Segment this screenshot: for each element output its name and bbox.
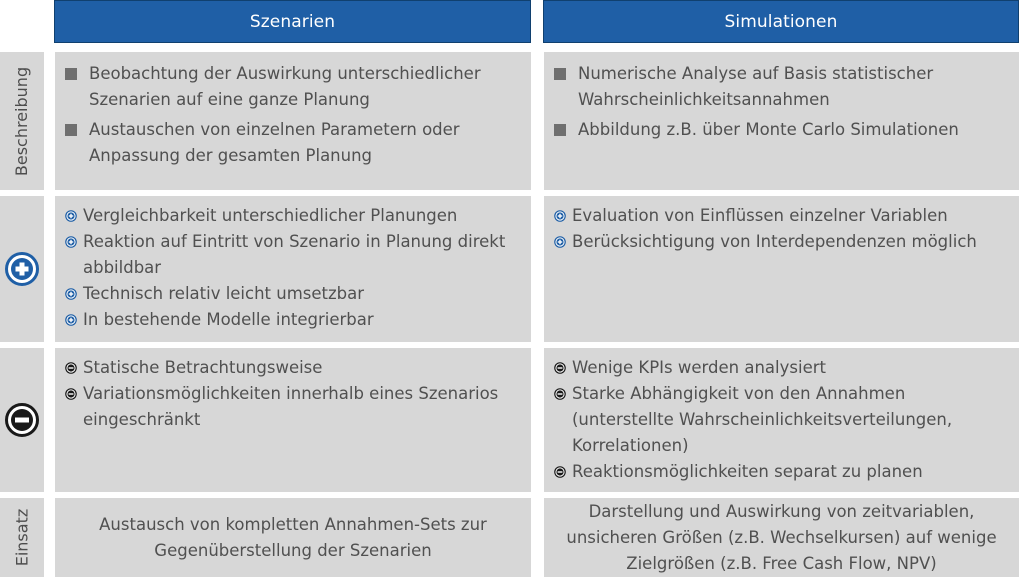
einsatz-label: Einsatz — [12, 508, 32, 567]
list-item: Beobachtung der Auswirkung unterschiedlicher Szenarien auf eine ganze Planung — [65, 61, 521, 113]
row-label-beschreibung — [0, 52, 44, 190]
minus-bullet-icon — [554, 466, 566, 478]
list-item: Statische Betrachtungsweise — [65, 355, 521, 381]
list-item: Berücksichtigung von Interdependenzen möglich — [554, 229, 1009, 255]
header-simulationen — [543, 0, 1019, 43]
list-item: Technisch relativ leicht umsetzbar — [65, 281, 521, 307]
einsatz-szenarien-cell: Austausch von kompletten Annahmen-Sets zur Gegenüberstellung der Szenarien — [55, 498, 531, 577]
row-label-nachteile — [0, 348, 44, 492]
row-label-einsatz — [0, 498, 44, 577]
list-item: In bestehende Modelle integrierbar — [65, 307, 521, 333]
vorteile-simulationen-cell — [544, 196, 1019, 342]
minus-bullet-icon — [65, 362, 77, 374]
list-item: Reaktionsmöglichkeiten separat zu planen — [554, 459, 1009, 485]
header-szenarien — [54, 0, 531, 43]
list-item: Evaluation von Einflüssen einzelner Variablen — [554, 203, 1009, 229]
square-bullet-icon — [65, 68, 77, 80]
minus-bullet-icon — [554, 388, 566, 400]
list-item: Vergleichbarkeit unterschiedlicher Planungen — [65, 203, 521, 229]
plus-bullet-icon — [65, 288, 77, 300]
plus-bullet-icon — [65, 314, 77, 326]
plus-bullet-icon — [65, 210, 77, 222]
beschreibung-simulationen-cell — [544, 52, 1019, 190]
plus-circle-icon — [4, 251, 40, 287]
minus-circle-icon — [4, 402, 40, 438]
header-simulationen-label: Simulationen — [724, 11, 838, 32]
list-item: Variationsmöglichkeiten innerhalb eines Szenarios eingeschränkt — [65, 381, 521, 433]
minus-bullet-icon — [65, 388, 77, 400]
row-label-vorteile — [0, 196, 44, 342]
square-bullet-icon — [65, 124, 77, 136]
plus-bullet-icon — [554, 236, 566, 248]
beschreibung-label: Beschreibung — [12, 66, 32, 176]
plus-bullet-icon — [554, 210, 566, 222]
vorteile-szenarien-cell — [55, 196, 531, 342]
beschreibung-szenarien-cell — [55, 52, 531, 190]
list-item: Abbildung z.B. über Monte Carlo Simulationen — [554, 117, 1009, 143]
einsatz-simulationen-cell: Darstellung und Auswirkung von zeitvariablen, unsicheren Größen (z.B. Wechselkursen) auf wenige Zielgrößen (z.B. Free Cash Flow, NPV) — [544, 498, 1019, 577]
list-item: Reaktion auf Eintritt von Szenario in Planung direkt abbildbar — [65, 229, 521, 281]
nachteile-szenarien-cell — [55, 348, 531, 492]
square-bullet-icon — [554, 68, 566, 80]
nachteile-simulationen-cell — [544, 348, 1019, 492]
list-item: Wenige KPIs werden analysiert — [554, 355, 1009, 381]
header-szenarien-label: Szenarien — [249, 11, 336, 32]
list-item: Austauschen von einzelnen Parametern oder Anpassung der gesamten Planung — [65, 117, 521, 169]
list-item: Starke Abhängigkeit von den Annahmen (unterstellte Wahrscheinlichkeitsverteilungen, Korrelationen) — [554, 381, 1009, 459]
list-item: Numerische Analyse auf Basis statistischer Wahrscheinlichkeitsannahmen — [554, 61, 1009, 113]
minus-bullet-icon — [554, 362, 566, 374]
plus-bullet-icon — [65, 236, 77, 248]
square-bullet-icon — [554, 124, 566, 136]
